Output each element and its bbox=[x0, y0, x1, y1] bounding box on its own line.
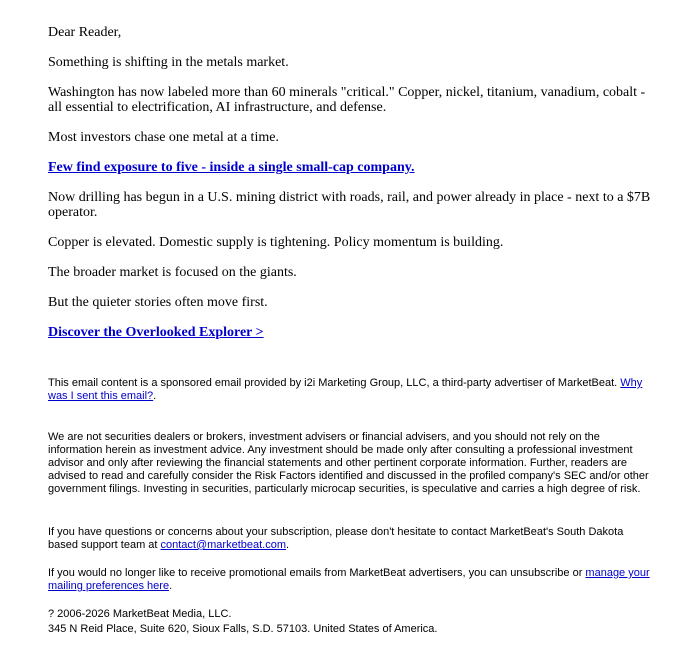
period: . bbox=[153, 390, 157, 402]
contact-note bbox=[48, 526, 654, 552]
contact-email-link[interactable]: contact@marketbeat.com bbox=[160, 539, 287, 551]
email-footer bbox=[48, 377, 654, 636]
email-content bbox=[48, 25, 654, 636]
paragraph: Most investors chase one metal at a time. bbox=[48, 130, 279, 145]
paragraph bbox=[48, 160, 654, 175]
sponsor-text: This email content is a sponsored email provided by i2i Marketing Group, LLC, a third-party advertiser of MarketBeat. bbox=[48, 377, 621, 389]
unsubscribe-note bbox=[48, 567, 654, 593]
sponsor-note bbox=[48, 377, 654, 403]
greeting: Dear Reader, bbox=[48, 25, 122, 40]
paragraph: Washington has now labeled more than 60 minerals "critical." Copper, nickel, titanium, vanadium, cobalt - all essential to electrification, AI infrastructure, and defense. bbox=[48, 85, 646, 115]
period: . bbox=[169, 580, 173, 592]
paragraph: Now drilling has begun in a U.S. mining district with roads, rail, and power already in place - next to a $7B operator. bbox=[48, 190, 651, 220]
unsubscribe-text: If you would no longer like to receive promotional emails from MarketBeat advertisers, you can unsubscribe or bbox=[48, 567, 586, 579]
exposure-link[interactable]: Few find exposure to five - inside a single small-cap company. bbox=[48, 160, 415, 175]
paragraph: Copper is elevated. Domestic supply is tightening. Policy momentum is building. bbox=[48, 235, 504, 250]
email-body bbox=[48, 25, 654, 340]
contact-text: If you have questions or concerns about your subscription, please don't hesitate to contact MarketBeat's South Dakota based support team at bbox=[48, 526, 624, 551]
paragraph: The broader market is focused on the giants. bbox=[48, 265, 297, 280]
why-sent-link[interactable]: Why was I sent this email? bbox=[48, 377, 643, 402]
discover-link[interactable]: Discover the Overlooked Explorer > bbox=[48, 325, 264, 340]
paragraph: Something is shifting in the metals market. bbox=[48, 55, 289, 70]
paragraph bbox=[48, 325, 654, 340]
period: . bbox=[286, 539, 290, 551]
address: 345 N Reid Place, Suite 620, Sioux Falls, S.D. 57103. United States of America. bbox=[48, 623, 438, 635]
paragraph: But the quieter stories often move first. bbox=[48, 295, 268, 310]
copyright: ? 2006-2026 MarketBeat Media, LLC. bbox=[48, 608, 232, 620]
manage-preferences-link[interactable]: manage your mailing preferences here bbox=[48, 567, 650, 592]
disclaimer: We are not securities dealers or brokers, investment advisers or financial advisers, and you should not rely on the information herein as investment advice. Any investment should be made only after consulting a professional investment advisor and only after reviewing the financial statements and other pertinent corporate information. Further, readers are advised to read and carefully consider the Risk Factors identified and discussed in the profiled company's SEC and/or other government filings. Investing in securities, particularly microcap securities, is speculative and carries a high degree of risk. bbox=[48, 431, 649, 495]
